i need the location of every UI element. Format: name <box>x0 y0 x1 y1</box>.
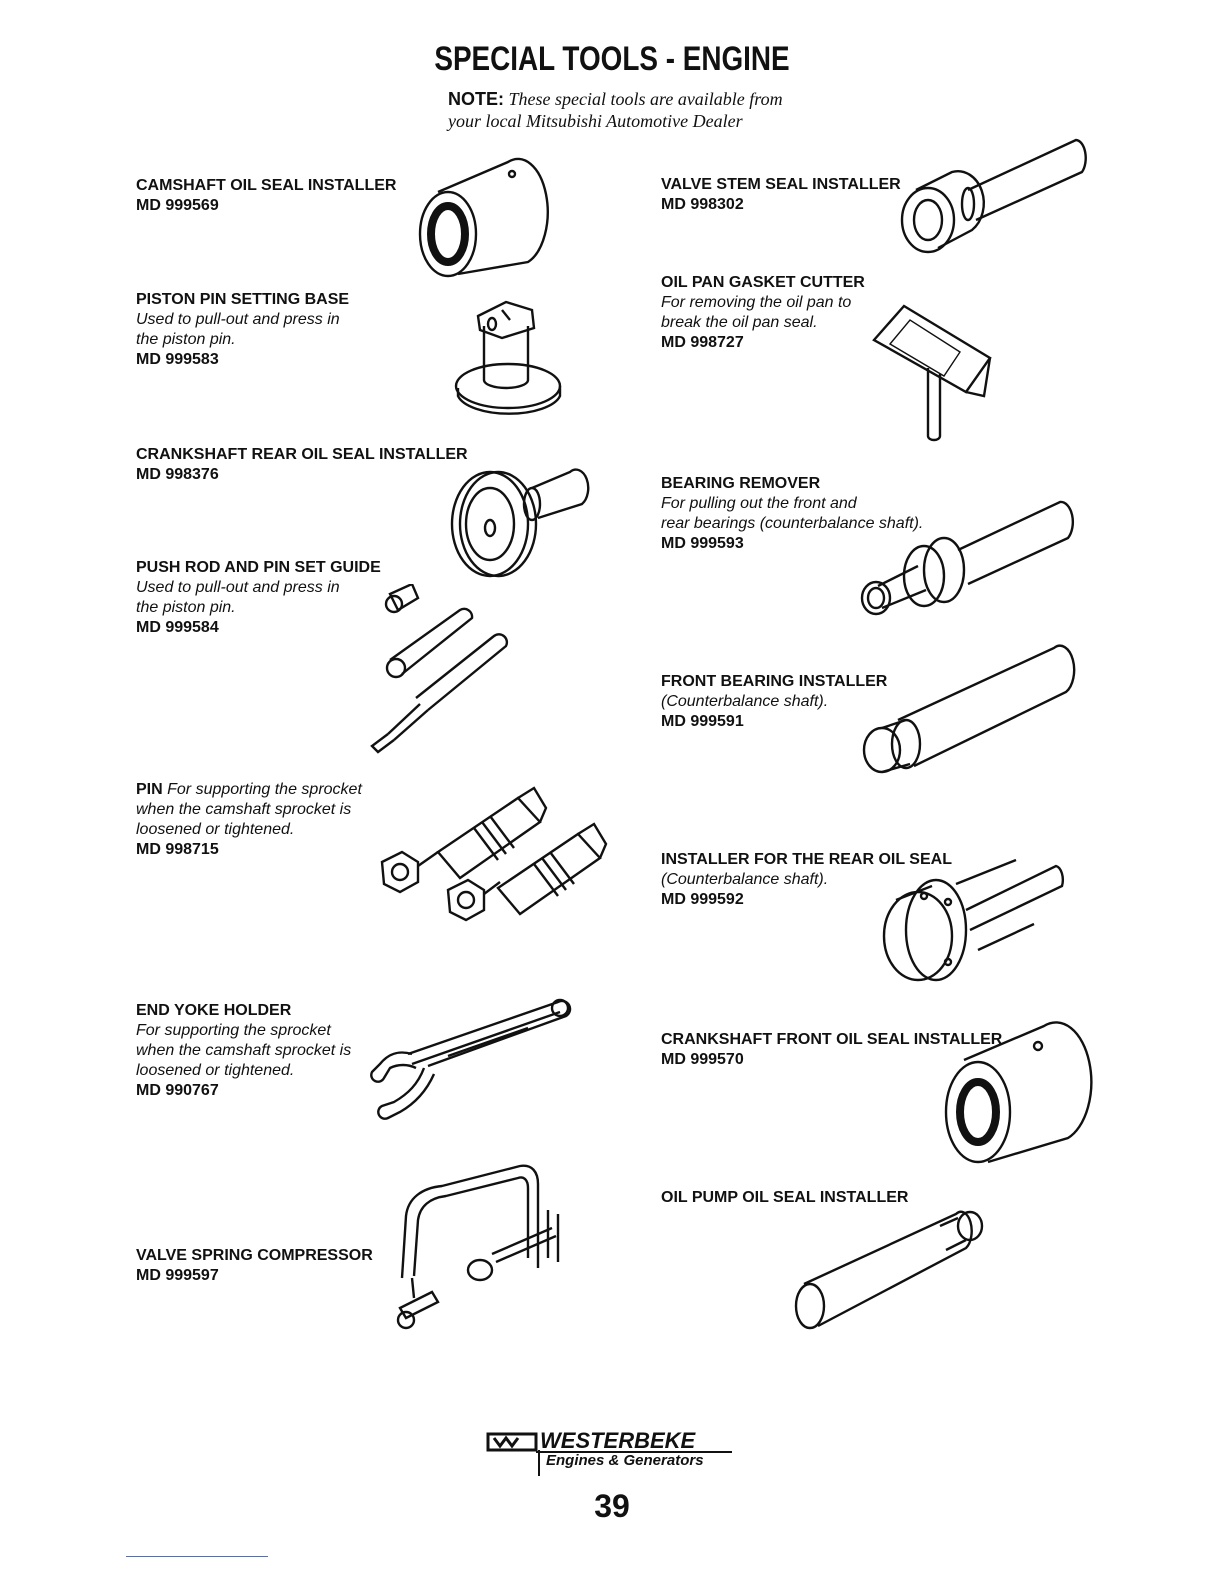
tool-description: when the camshaft sprocket is <box>136 1042 352 1059</box>
tool-name: CAMSHAFT OIL SEAL INSTALLER <box>136 177 397 194</box>
crankshaft-front-seal-installer-illustration <box>926 1016 1096 1166</box>
tool-end-yoke-holder <box>136 1001 351 1101</box>
tool-crankshaft-rear-oil-seal-installer <box>136 445 468 485</box>
tool-part-number: MD 999591 <box>661 713 744 730</box>
tool-description: loosened or tightened. <box>136 821 295 838</box>
tool-part-number: MD 999583 <box>136 351 219 368</box>
bearing-remover-illustration <box>854 494 1084 624</box>
tool-front-bearing-installer <box>661 672 887 732</box>
tool-part-number: MD 999593 <box>661 535 744 552</box>
tool-description: break the oil pan seal. <box>661 314 818 331</box>
end-yoke-holder-illustration <box>368 994 578 1124</box>
brand-tagline: Engines & Generators <box>546 1452 704 1469</box>
westerbeke-logo <box>484 1428 744 1480</box>
note-label: NOTE: <box>448 89 504 109</box>
tool-name: PUSH ROD AND PIN SET GUIDE <box>136 559 381 576</box>
tool-name: OIL PAN GASKET CUTTER <box>661 274 865 291</box>
front-bearing-installer-illustration <box>858 644 1078 774</box>
dealer-note <box>448 88 868 132</box>
tool-name: PISTON PIN SETTING BASE <box>136 291 350 308</box>
tool-name: CRANKSHAFT FRONT OIL SEAL INSTALLER <box>661 1031 1003 1048</box>
push-rod-pin-guide-illustration <box>368 584 528 754</box>
tool-description: Used to pull-out and press in <box>136 311 340 328</box>
tool-name: FRONT BEARING INSTALLER <box>661 673 888 690</box>
tool-name: BEARING REMOVER <box>661 475 821 492</box>
westerbeke-mark-icon <box>484 1430 540 1476</box>
tool-push-rod-and-pin-set-guide <box>136 558 381 638</box>
tool-part-number: MD 999597 <box>136 1267 219 1284</box>
camshaft-seal-installer-illustration <box>408 152 568 282</box>
tool-piston-pin-setting-base <box>136 290 349 370</box>
tool-name: CRANKSHAFT REAR OIL SEAL INSTALLER <box>136 446 468 463</box>
tool-camshaft-oil-seal-installer <box>136 176 396 216</box>
tool-description: Used to pull-out and press in <box>136 579 340 596</box>
tool-name: INSTALLER FOR THE REAR OIL SEAL <box>661 851 952 868</box>
tool-description: (Counterbalance shaft). <box>661 693 829 710</box>
note-line-1: These special tools are available from <box>508 89 783 109</box>
tool-part-number: MD 998715 <box>136 841 219 858</box>
tool-description: the piston pin. <box>136 331 236 348</box>
tool-part-number: MD 998302 <box>661 196 744 213</box>
tool-part-number: MD 999592 <box>661 891 744 908</box>
tool-valve-spring-compressor <box>136 1246 373 1286</box>
bottom-rule <box>126 1556 268 1557</box>
tool-part-number: MD 990767 <box>136 1082 219 1099</box>
tool-name: VALVE STEM SEAL INSTALLER <box>661 176 901 193</box>
tool-description: For pulling out the front and <box>661 495 857 512</box>
oil-pan-gasket-cutter-illustration <box>870 300 1000 450</box>
tool-name: OIL PUMP OIL SEAL INSTALLER <box>661 1189 909 1206</box>
valve-stem-seal-installer-illustration <box>898 126 1098 256</box>
crankshaft-rear-seal-installer-illustration <box>446 458 596 578</box>
tool-name: VALVE SPRING COMPRESSOR <box>136 1247 373 1264</box>
tool-name: PIN <box>136 781 163 798</box>
tool-description: rear bearings (counterbalance shaft). <box>661 515 924 532</box>
page-title: SPECIAL TOOLS - ENGINE <box>434 40 790 78</box>
note-line-2: your local Mitsubishi Automotive Dealer <box>448 111 743 131</box>
page-number: 39 <box>594 1488 630 1524</box>
tool-part-number: MD 998376 <box>136 466 219 483</box>
tool-description: (Counterbalance shaft). <box>661 871 829 888</box>
rear-oil-seal-installer-illustration <box>866 840 1076 990</box>
tool-part-number: MD 999570 <box>661 1051 744 1068</box>
piston-pin-base-illustration <box>452 296 572 426</box>
brand-name: WESTERBEKE <box>540 1428 696 1453</box>
tool-valve-stem-seal-installer <box>661 175 901 215</box>
tool-description: For removing the oil pan to <box>661 294 852 311</box>
tool-pin <box>136 780 362 860</box>
tool-description: For supporting the sprocket <box>167 781 362 798</box>
tool-part-number: MD 999569 <box>136 197 219 214</box>
tool-description: the piston pin. <box>136 599 236 616</box>
tool-description: loosened or tightened. <box>136 1062 295 1079</box>
valve-spring-compressor-illustration <box>392 1158 572 1338</box>
tool-description: when the camshaft sprocket is <box>136 801 352 818</box>
pin-illustration <box>378 782 608 932</box>
oil-pump-seal-installer-illustration <box>790 1206 1000 1336</box>
tool-description: For supporting the sprocket <box>136 1022 331 1039</box>
tool-oil-pump-oil-seal-installer <box>661 1188 908 1208</box>
tool-part-number: MD 999584 <box>136 619 219 636</box>
tool-part-number: MD 998727 <box>661 334 744 351</box>
tool-name: END YOKE HOLDER <box>136 1002 292 1019</box>
tool-oil-pan-gasket-cutter <box>661 273 865 353</box>
